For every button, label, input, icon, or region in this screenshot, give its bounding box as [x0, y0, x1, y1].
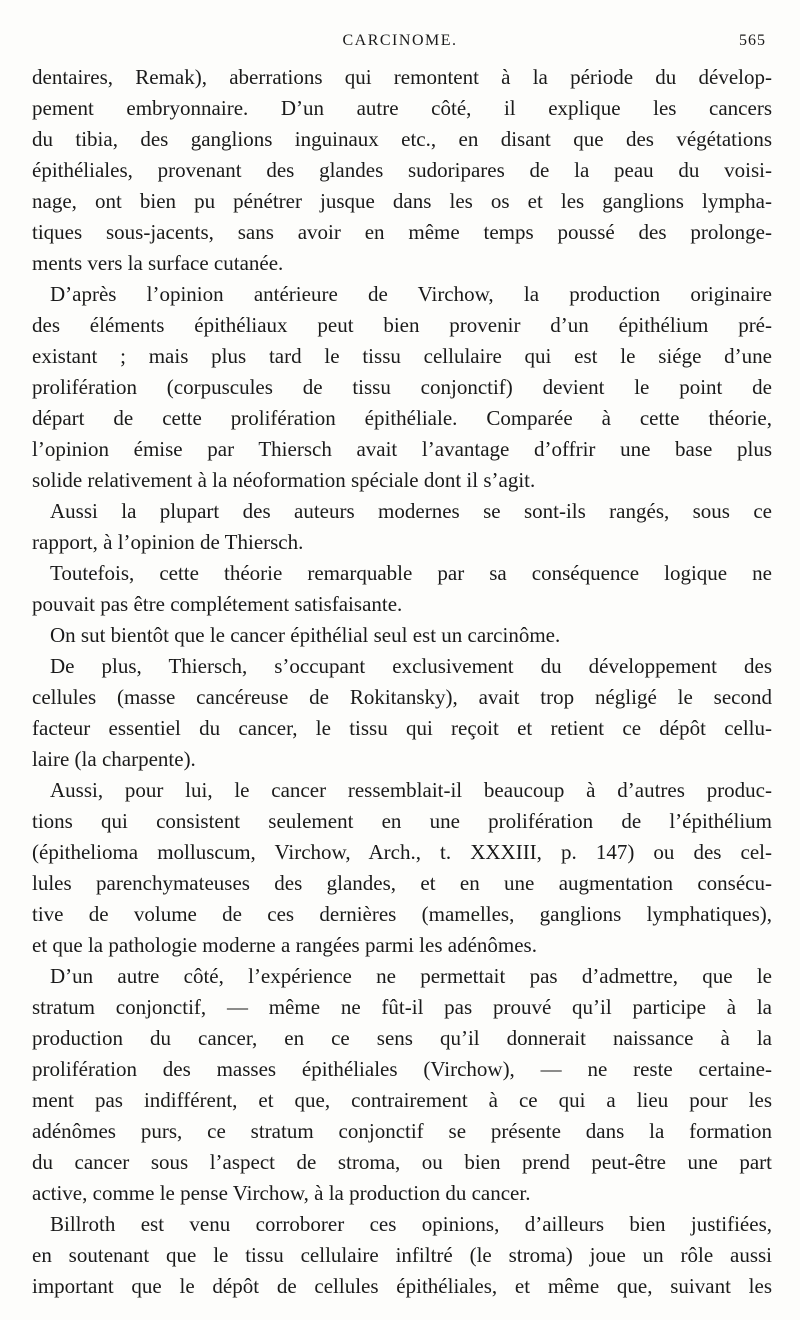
text-line: prolifération (corpuscules de tissu conjonctif) devient le point de	[32, 375, 772, 399]
text-line: existant ; mais plus tard le tissu cellulaire qui est le siége d’une	[32, 344, 772, 368]
text-line: cellules (masse cancéreuse de Rokitansky), avait trop négligé le second	[32, 685, 772, 709]
text-line: adénômes purs, ce stratum conjonctif se présente dans la formation	[32, 1119, 772, 1143]
text-line: lules parenchymateuses des glandes, et en une augmentation consécu-	[32, 871, 772, 895]
paragraph	[32, 279, 772, 496]
text-line: tions qui consistent seulement en une prolifération de l’épithélium	[32, 809, 772, 833]
text-line: ment pas indifférent, et que, contrairement à ce qui a lieu pour les	[32, 1088, 772, 1112]
running-title: CARCINOME.	[342, 32, 458, 49]
text-line: laire (la charpente).	[32, 747, 196, 771]
text-line: solide relativement à la néoformation spéciale dont il s’agit.	[32, 468, 536, 492]
text-line: tive de volume de ces dernières (mamelles, ganglions lymphatiques),	[32, 902, 772, 926]
paragraph	[32, 558, 772, 620]
paragraph	[32, 775, 772, 961]
text-line: rapport, à l’opinion de Thiersch.	[32, 530, 304, 554]
page-number: 565	[739, 32, 766, 49]
text-line: tiques sous-jacents, sans avoir en même temps poussé des prolonge-	[32, 220, 772, 244]
text-line: Billroth est venu corroborer ces opinions, d’ailleurs bien justifiées,	[50, 1212, 772, 1236]
text-line: pouvait pas être complétement satisfaisante.	[32, 592, 403, 616]
text-line: nage, ont bien pu pénétrer jusque dans les os et les ganglions lympha-	[32, 189, 772, 213]
text-line: dentaires, Remak), aberrations qui remontent à la période du dévelop-	[32, 65, 772, 89]
body-text	[32, 62, 772, 1302]
text-line: D’un autre côté, l’expérience ne permettait pas d’admettre, que le	[50, 964, 772, 988]
text-line: en soutenant que le tissu cellulaire infiltré (le stroma) joue un rôle aussi	[32, 1243, 772, 1267]
text-line: Aussi, pour lui, le cancer ressemblait-il beaucoup à d’autres produc-	[50, 778, 772, 802]
text-line: l’opinion émise par Thiersch avait l’avantage d’offrir une base plus	[32, 437, 772, 461]
text-line: du tibia, des ganglions inguinaux etc., en disant que des végétations	[32, 127, 772, 151]
text-line: épithéliales, provenant des glandes sudoripares de la peau du voisi-	[32, 158, 772, 182]
text-line: facteur essentiel du cancer, le tissu qui reçoit et retient ce dépôt cellu-	[32, 716, 772, 740]
text-line: De plus, Thiersch, s’occupant exclusivement du développement des	[50, 654, 772, 678]
paragraph	[32, 1209, 772, 1302]
text-line: (épithelioma molluscum, Virchow, Arch., t. XXXIII, p. 147) ou des cel-	[32, 840, 772, 864]
text-line: prolifération des masses épithéliales (Virchow), — ne reste certaine-	[32, 1057, 772, 1081]
paragraph	[32, 620, 772, 651]
paragraph	[32, 62, 772, 279]
text-line: important que le dépôt de cellules épithéliales, et même que, suivant les	[32, 1274, 772, 1298]
text-line: départ de cette prolifération épithéliale. Comparée à cette théorie,	[32, 406, 772, 430]
paragraph	[32, 651, 772, 775]
text-line: production du cancer, en ce sens qu’il donnerait naissance à la	[32, 1026, 772, 1050]
text-line: active, comme le pense Virchow, à la production du cancer.	[32, 1181, 531, 1205]
text-line: On sut bientôt que le cancer épithélial seul est un carcinôme.	[50, 623, 561, 647]
text-line: Aussi la plupart des auteurs modernes se sont-ils rangés, sous ce	[50, 499, 772, 523]
text-line: du cancer sous l’aspect de stroma, ou bien prend peut-être une part	[32, 1150, 772, 1174]
text-line: stratum conjonctif, — même ne fût-il pas prouvé qu’il participe à la	[32, 995, 772, 1019]
text-line: des éléments épithéliaux peut bien provenir d’un épithélium pré-	[32, 313, 772, 337]
running-head	[0, 30, 800, 54]
paragraph	[32, 496, 772, 558]
text-line: pement embryonnaire. D’un autre côté, il explique les cancers	[32, 96, 772, 120]
text-line: et que la pathologie moderne a rangées parmi les adénômes.	[32, 933, 537, 957]
text-line: ments vers la surface cutanée.	[32, 251, 284, 275]
text-line: D’après l’opinion antérieure de Virchow, la production originaire	[50, 282, 772, 306]
text-line: Toutefois, cette théorie remarquable par sa conséquence logique ne	[50, 561, 772, 585]
paragraph	[32, 961, 772, 1209]
